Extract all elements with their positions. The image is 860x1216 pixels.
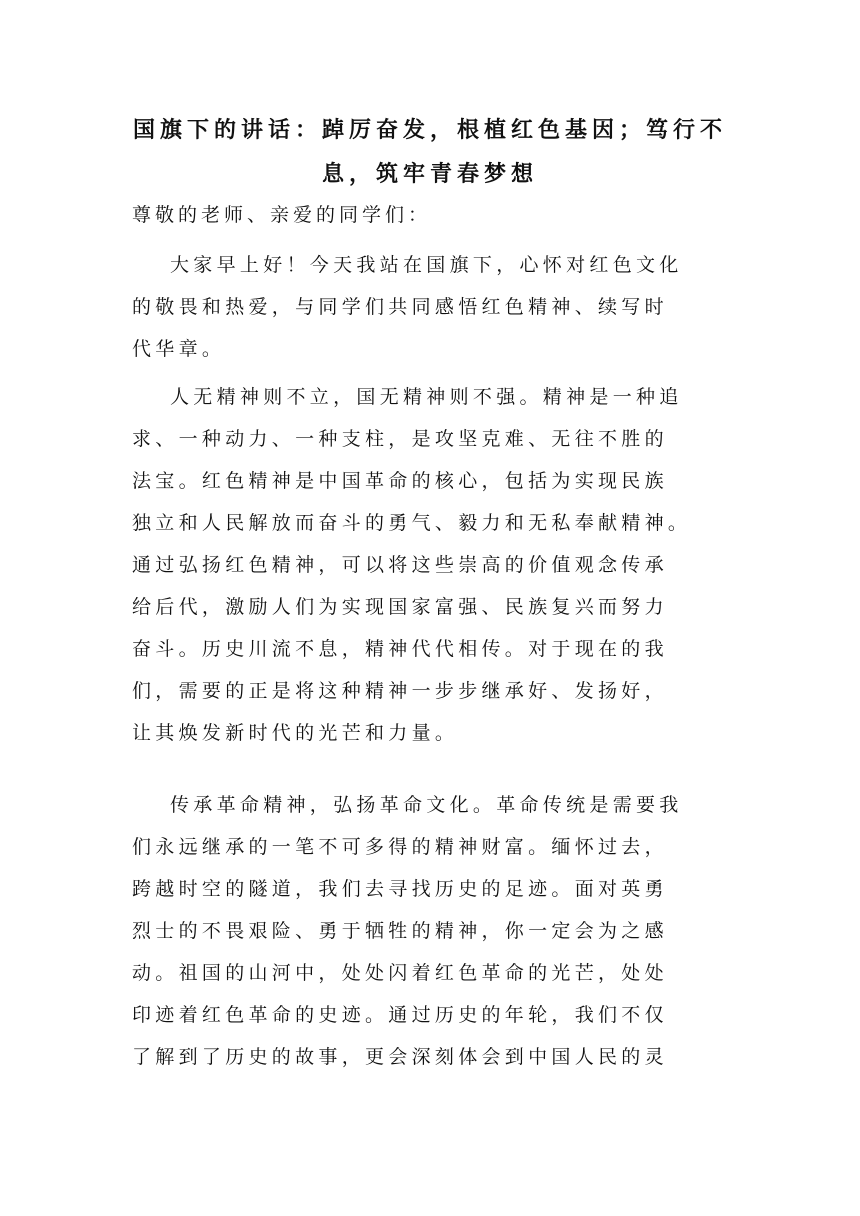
paragraph-line: 通过弘扬红色精神，可以将这些崇高的价值观念传承 [132,554,668,576]
paragraph-line: 印迹着红色革命的史迹。通过历史的年轮，我们不仅 [132,1004,668,1026]
paragraph-line: 让其焕发新时代的光芒和力量。 [132,722,459,744]
paragraph-line: 传承革命精神，弘扬革命文化。革命传统是需要我 [170,794,683,816]
paragraph-line: 人无精神则不立，国无精神则不强。精神是一种追 [170,386,683,408]
paragraph-line: 法宝。红色精神是中国革命的核心，包括为实现民族 [132,470,668,492]
paragraph-line: 们，需要的正是将这种精神一步步继承好、发扬好， [132,680,668,702]
paragraph-line: 烈士的不畏艰险、勇于牺牲的精神，你一定会为之感 [132,920,668,942]
paragraph-line: 大家早上好！今天我站在国旗下，心怀对红色文化 [170,254,683,276]
title-line-2: 息，筑牢青春梦想 [321,161,538,187]
paragraph-line: 的敬畏和热爱，与同学们共同感悟红色精神、续写时 [132,296,668,318]
paragraph-line: 独立和人民解放而奋斗的勇气、毅力和无私奉献精神。 [132,512,692,534]
paragraph-1 [132,244,732,370]
paragraph-3 [132,784,732,1078]
paragraph-line: 跨越时空的隧道，我们去寻找历史的足迹。面对英勇 [132,878,668,900]
document-title [132,108,728,196]
paragraph-line: 动。祖国的山河中，处处闪着红色革命的光芒，处处 [132,962,668,984]
paragraph-line: 了解到了历史的故事，更会深刻体会到中国人民的灵 [132,1046,668,1068]
paragraph-2 [132,376,732,754]
paragraph-line: 代华章。 [132,338,226,360]
greeting: 尊敬的老师、亲爱的同学们： [132,204,432,226]
paragraph-line: 奋斗。历史川流不息，精神代代相传。对于现在的我 [132,638,668,660]
paragraph-line: 给后代，激励人们为实现国家富强、民族复兴而努力 [132,596,668,618]
paragraph-line: 求、一种动力、一种支柱，是攻坚克难、无往不胜的 [132,428,668,450]
paragraph-line: 们永远继承的一笔不可多得的精神财富。缅怀过去， [132,836,668,858]
title-line-1: 国旗下的讲话：踔厉奋发，根植红色基因；笃行不 [132,117,727,143]
